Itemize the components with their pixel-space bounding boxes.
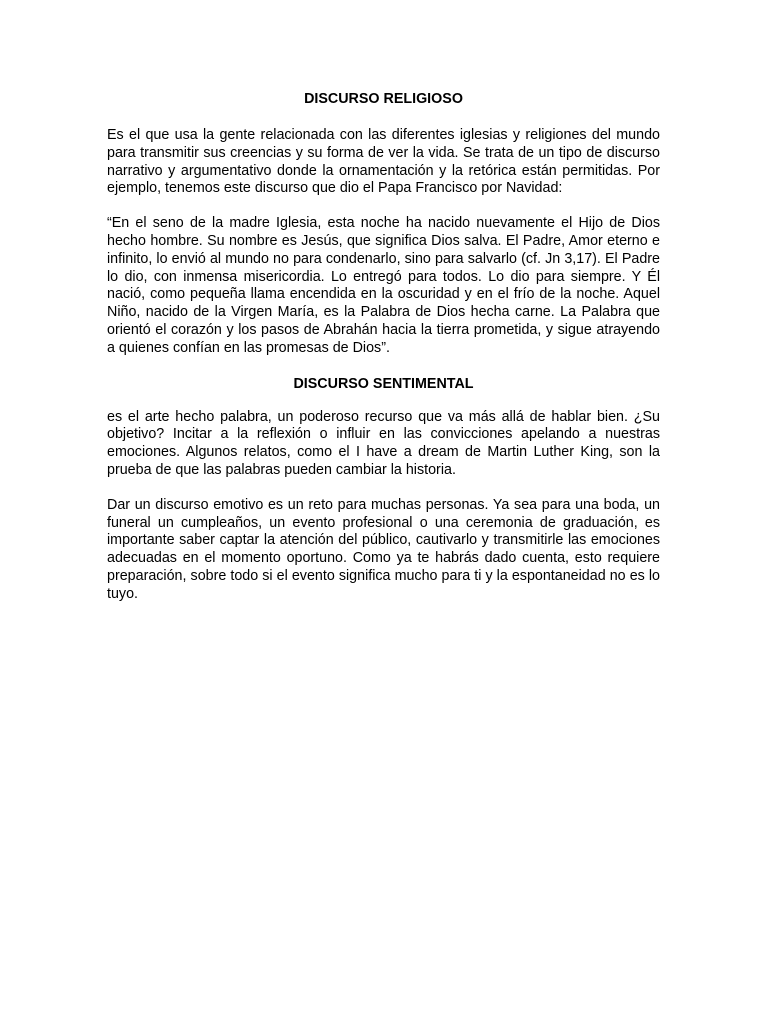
paragraph-sentimental-intro: es el arte hecho palabra, un poderoso recurso que va más allá de hablar bien. ¿Su objetivo? Incitar a la reflexión o influir en las convicciones apelando a nuestras emociones. Algunos relatos, como el I have a dream de Martin Luther King, son la prueba de que las palabras pueden cambiar la historia.	[107, 408, 660, 478]
document-page	[107, 90, 660, 604]
heading-discurso-religioso: DISCURSO RELIGIOSO	[304, 91, 463, 107]
paragraph-sentimental-body: Dar un discurso emotivo es un reto para muchas personas. Ya sea para una boda, un funeral un cumpleaños, un evento profesional o una ceremonia de graduación, es importante saber captar la atención del público, cautivarlo y transmitirle las emociones adecuadas en el momento oportuno. Como ya te habrás dado cuenta, esto requiere preparación, sobre todo si el evento significa mucho para ti y la espontaneidad no es lo tuyo.	[107, 496, 660, 602]
heading-discurso-sentimental: DISCURSO SENTIMENTAL	[293, 375, 474, 392]
paragraph-religioso-quote: “En el seno de la madre Iglesia, esta noche ha nacido nuevamente el Hijo de Dios hecho hombre. Su nombre es Jesús, que significa Dios salva. El Padre, Amor eterno e infinito, lo envió al mundo no para condenarlo, sino para salvarlo (cf. Jn 3,17). El Padre lo dio, con inmensa misericordia. Lo entregó para todos. Lo dio para siempre. Y Él nació, como pequeña llama encendida en la oscuridad y en el frío de la noche. Aquel Niño, nacido de la Virgen María, es la Palabra de Dios hecha carne. La Palabra que orientó el corazón y los pasos de Abrahán hacia la tierra prometida, y sigue atrayendo a quienes confían en las promesas de Dios”.	[107, 215, 660, 356]
paragraph-religioso-intro: Es el que usa la gente relacionada con las diferentes iglesias y religiones del mundo para transmitir sus creencias y su forma de ver la vida. Se trata de un tipo de discurso narrativo y argumentativo donde la ornamentación y la retórica están permitidas. Por ejemplo, tenemos este discurso que dio el Papa Francisco por Navidad:	[107, 127, 660, 197]
